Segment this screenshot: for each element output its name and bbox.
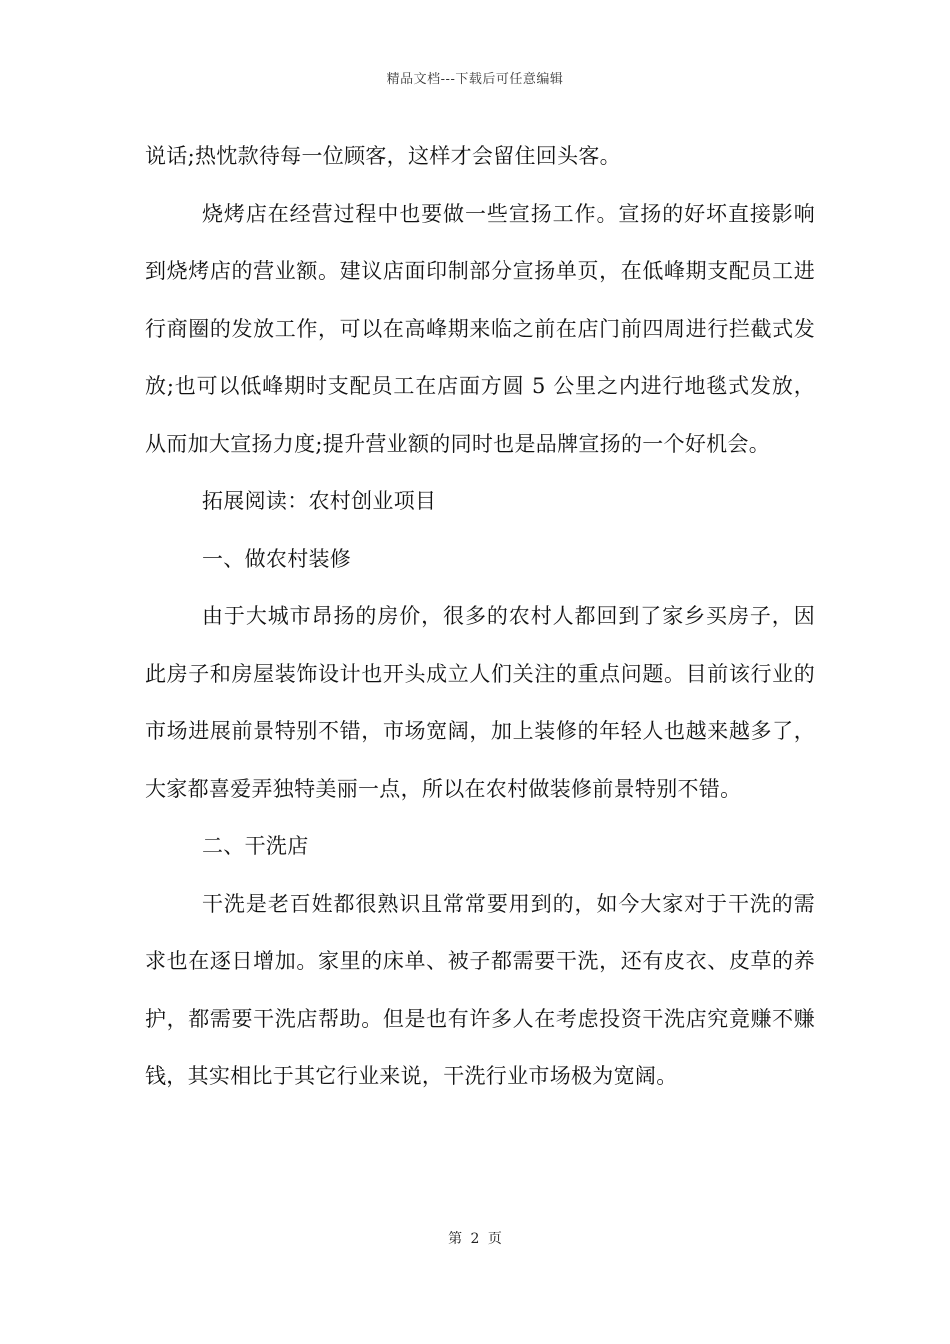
page-footer: [0, 1228, 950, 1248]
paragraph-rural-renovation: 由于大城市昂扬的房价，很多的农村人都回到了家乡买房子，因此房子和房屋装饰设计也开头成立人们关注的重点问题。目前该行业的市场进展前景特别不错，市场宽阔，加上装修的年轻人也越来越多了，大家都喜爱弄独特美丽一点，所以在农村做装修前景特别不错。: [145, 604, 815, 801]
page-header: 精品文档---下载后可任意编辑: [386, 72, 564, 87]
paragraph-dry-cleaning: 干洗是老百姓都很熟识且常常要用到的，如今大家对于干洗的需求也在逐日增加。家里的床单、被子都需要干洗，还有皮衣、皮草的养护，都需要干洗店帮助。但是也有许多人在考虑投资干洗店究竟赚不赚钱，其实相比于其它行业来说，干洗行业市场极为宽阔。: [145, 891, 815, 1088]
page-label-suffix: 页: [487, 1231, 502, 1247]
subheading-rural-renovation: 一、做农村装修: [202, 546, 352, 571]
subheading-dry-cleaning: 二、干洗店: [202, 834, 309, 858]
paragraph-promotion: 烧烤店在经营过程中也要做一些宣扬工作。宣扬的好坏直接影响到烧烤店的营业额。建议店面印制部分宣扬单页，在低峰期支配员工进行商圈的发放工作，可以在高峰期来临之前在店门前四周进行拦截式发放;也可以低峰期时支配员工在店面方圆 5 公里之内进行地毯式发放，从而加大宣扬力度;提升营业额的同时也是品牌宣扬的一个好机会。: [145, 201, 815, 456]
page-label-prefix: 第: [448, 1231, 463, 1247]
paragraph-continuation: 说话;热忱款待每一位顾客，这样才会留住回头客。: [145, 144, 621, 168]
document-body: [145, 128, 815, 1106]
page-number: 2: [470, 1231, 480, 1247]
section-heading-extended-reading: 拓展阅读：农村创业项目: [202, 489, 437, 513]
